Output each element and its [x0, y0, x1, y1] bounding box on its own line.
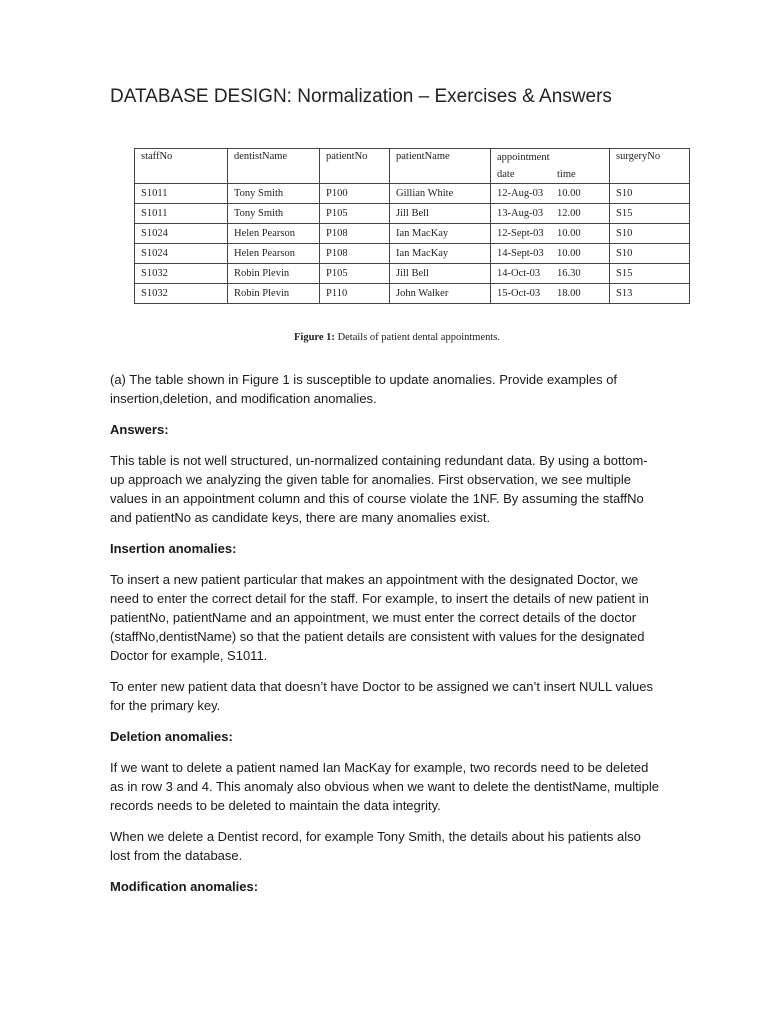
- cell-patientname: Jill Bell: [390, 204, 491, 224]
- cell-dentistname: Helen Pearson: [228, 224, 320, 244]
- cell-appointment: [491, 284, 610, 304]
- figure-caption-label: Figure 1:: [294, 332, 335, 343]
- cell-patientno: P105: [320, 264, 390, 284]
- cell-patientname: Ian MacKay: [390, 244, 491, 264]
- cell-time: 18.00: [557, 288, 581, 299]
- header-patientno: patientNo: [320, 149, 390, 184]
- header-date: date: [497, 169, 515, 180]
- cell-staffno: S1032: [135, 284, 228, 304]
- cell-time: 10.00: [557, 188, 581, 199]
- cell-patientno: P110: [320, 284, 390, 304]
- cell-time: 12.00: [557, 208, 581, 219]
- cell-surgeryno: S15: [610, 204, 690, 224]
- cell-staffno: S1011: [135, 184, 228, 204]
- cell-patientname: Jill Bell: [390, 264, 491, 284]
- cell-staffno: S1011: [135, 204, 228, 224]
- cell-patientno: P108: [320, 224, 390, 244]
- insertion-paragraph-1: To insert a new patient particular that makes an appointment with the designated Doctor, we need to enter the correct detail for the staff. For example, to insert the details of new patient in patientNo, patientName and an appointment, we must enter the correct details of the doctor (staffNo,dentistName) so that the patient details are consistent with values for the designated Doctor for example, S1011.: [110, 572, 649, 663]
- document-body: [110, 370, 660, 908]
- answers-heading: Answers:: [110, 422, 169, 437]
- cell-appointment: [491, 224, 610, 244]
- cell-dentistname: Tony Smith: [228, 184, 320, 204]
- table-row: [135, 264, 690, 284]
- header-date-time: [491, 166, 610, 184]
- header-surgeryno: surgeryNo: [610, 149, 690, 184]
- cell-appointment: [491, 264, 610, 284]
- figure-caption-text: Details of patient dental appointments.: [334, 332, 500, 343]
- cell-dentistname: Robin Plevin: [228, 284, 320, 304]
- cell-surgeryno: S15: [610, 264, 690, 284]
- document-title: DATABASE DESIGN: Normalization – Exercises & Answers: [110, 86, 612, 107]
- cell-patientname: John Walker: [390, 284, 491, 304]
- table-row: [135, 244, 690, 264]
- answers-paragraph: This table is not well structured, un-normalized containing redundant data. By using a bottom-up approach we analyzing the given table for anomalies. First observation, we see multiple values in an appointment column and this of course violate the 1NF. By assuming the staffNo and patientNo as candidate keys, there are many anomalies exist.: [110, 453, 648, 525]
- cell-date: 14-Sept-03: [497, 248, 544, 259]
- cell-surgeryno: S10: [610, 244, 690, 264]
- appointments-table: [134, 148, 690, 304]
- header-patientname: patientName: [390, 149, 491, 184]
- cell-time: 10.00: [557, 228, 581, 239]
- table-row: [135, 204, 690, 224]
- cell-appointment: [491, 204, 610, 224]
- cell-date: 15-Oct-03: [497, 288, 541, 299]
- cell-time: 16.30: [557, 268, 581, 279]
- figure-1: [134, 148, 690, 304]
- insertion-paragraph-2: To enter new patient data that doesn’t have Doctor to be assigned we can’t insert NULL values for the primary key.: [110, 679, 653, 713]
- cell-patientname: Ian MacKay: [390, 224, 491, 244]
- modification-heading: Modification anomalies:: [110, 879, 259, 894]
- header-dentistname: dentistName: [228, 149, 320, 184]
- cell-staffno: S1024: [135, 244, 228, 264]
- cell-surgeryno: S10: [610, 184, 690, 204]
- cell-patientno: P108: [320, 244, 390, 264]
- table-row: [135, 184, 690, 204]
- cell-appointment: [491, 184, 610, 204]
- deletion-paragraph-2: When we delete a Dentist record, for example Tony Smith, the details about his patients also lost from the database.: [110, 829, 641, 863]
- question-paragraph: (a) The table shown in Figure 1 is susceptible to update anomalies. Provide examples of insertion,deletion, and modification anomalies.: [110, 372, 618, 406]
- cell-date: 12-Aug-03: [497, 188, 544, 199]
- header-time: time: [557, 169, 576, 180]
- header-staffno: staffNo: [135, 149, 228, 184]
- cell-date: 12-Sept-03: [497, 228, 544, 239]
- deletion-heading: Deletion anomalies:: [110, 729, 233, 744]
- cell-surgeryno: S10: [610, 224, 690, 244]
- table-header-row: [135, 149, 690, 167]
- cell-dentistname: Robin Plevin: [228, 264, 320, 284]
- insertion-heading: Insertion anomalies:: [110, 541, 237, 556]
- figure-caption: [294, 332, 500, 343]
- cell-dentistname: Helen Pearson: [228, 244, 320, 264]
- table-row: [135, 284, 690, 304]
- cell-staffno: S1032: [135, 264, 228, 284]
- cell-surgeryno: S13: [610, 284, 690, 304]
- cell-patientno: P105: [320, 204, 390, 224]
- cell-dentistname: Tony Smith: [228, 204, 320, 224]
- cell-appointment: [491, 244, 610, 264]
- table-row: [135, 224, 690, 244]
- cell-staffno: S1024: [135, 224, 228, 244]
- header-appointment: appointment: [491, 149, 610, 167]
- cell-patientname: Gillian White: [390, 184, 491, 204]
- deletion-paragraph-1: If we want to delete a patient named Ian MacKay for example, two records need to be deleted as in row 3 and 4. This anomaly also obvious when we want to delete the dentistName, multiple records needs to be deleted to maintain the data integrity.: [110, 760, 659, 813]
- cell-date: 13-Aug-03: [497, 208, 544, 219]
- cell-patientno: P100: [320, 184, 390, 204]
- cell-time: 10.00: [557, 248, 581, 259]
- cell-date: 14-Oct-03: [497, 268, 541, 279]
